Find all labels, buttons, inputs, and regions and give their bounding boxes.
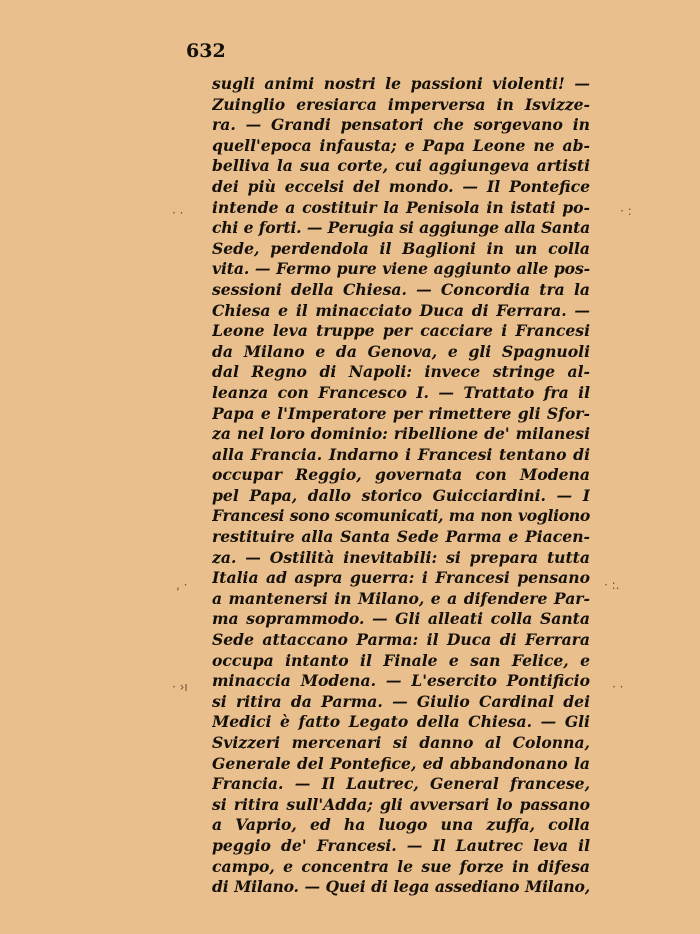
text-line: Papa e l'Imperatore per rimettere gli Sfor- bbox=[212, 403, 590, 423]
text-line: quell'epoca infausta; e Papa Leone ne ab- bbox=[212, 135, 590, 155]
text-line: Medici è fatto Legato della Chiesa. — Gli bbox=[212, 712, 590, 732]
text-line: Chiesa e il minacciato Duca di Ferrara. — bbox=[212, 300, 590, 320]
text-line: za nel loro dominio: ribellione de' milanesi bbox=[212, 424, 590, 444]
text-line: leanza con Francesco I. — Trattato fra il bbox=[212, 382, 590, 402]
text-line: chi e forti. — Perugia si aggiunge alla Santa bbox=[212, 218, 590, 238]
text-line: dal Regno di Napoli: invece stringe al- bbox=[212, 362, 590, 382]
text-line: Sede attaccano Parma: il Duca di Ferrara bbox=[212, 630, 590, 650]
text-line: Zuinglio eresiarca imperversa in Isvizze- bbox=[212, 94, 590, 114]
text-line: restituire alla Santa Sede Parma e Piacen- bbox=[212, 527, 590, 547]
text-line: Sede, perdendola il Baglioni in un colla bbox=[212, 238, 590, 258]
text-line: dei più eccelsi del mondo. — Il Pontefice bbox=[212, 176, 590, 196]
text-line: da Milano e da Genova, e gli Spagnuoli bbox=[212, 341, 590, 361]
text-line: si ritira da Parma. — Giulio Cardinal dei bbox=[212, 691, 590, 711]
text-line: di Milano. — Quei di lega assediano Milano, bbox=[212, 877, 590, 897]
text-line: Francesi sono scomunicati, ma non vogliono bbox=[212, 506, 590, 526]
text-line: occupar Reggio, governata con Modena bbox=[212, 465, 590, 485]
margin-mark: · · bbox=[172, 206, 184, 220]
margin-mark: · · bbox=[612, 680, 624, 694]
margin-mark: ‚ · bbox=[176, 578, 188, 592]
text-line: peggio de' Francesi. — Il Lautrec leva il bbox=[212, 835, 590, 855]
margin-mark: · :. bbox=[604, 578, 620, 592]
text-line: pel Papa, dallo storico Guicciardini. — I bbox=[212, 485, 590, 505]
text-line: ma soprammodo. — Gli alleati colla Santa bbox=[212, 609, 590, 629]
margin-mark: · : bbox=[620, 204, 632, 218]
margin-mark: · ›ı bbox=[172, 680, 188, 694]
text-line: intende a costituir la Penisola in istati po- bbox=[212, 197, 590, 217]
text-line: minaccia Modena. — L'esercito Pontificio bbox=[212, 671, 590, 691]
text-line: ra. — Grandi pensatori che sorgevano in bbox=[212, 115, 590, 135]
text-line: belliva la sua corte, cui aggiungeva artisti bbox=[212, 156, 590, 176]
page-number: 632 bbox=[186, 40, 226, 62]
text-line: alla Francia. Indarno i Francesi tentano di bbox=[212, 444, 590, 464]
text-line: Francia. — Il Lautrec, General francese, bbox=[212, 774, 590, 794]
text-line: Italia ad aspra guerra: i Francesi pensano bbox=[212, 568, 590, 588]
text-line: Leone leva truppe per cacciare i Francesi bbox=[212, 321, 590, 341]
body-text bbox=[212, 74, 590, 898]
text-line: vita. — Fermo pure viene aggiunto alle pos- bbox=[212, 259, 590, 279]
text-line: a Vaprio, ed ha luogo una zuffa, colla bbox=[212, 815, 590, 835]
text-line: za. — Ostilità inevitabili: si prepara tutta bbox=[212, 547, 590, 567]
text-line: a mantenersi in Milano, e a difendere Par- bbox=[212, 588, 590, 608]
text-line: sessioni della Chiesa. — Concordia tra la bbox=[212, 279, 590, 299]
text-line: si ritira sull'Adda; gli avversari lo passano bbox=[212, 794, 590, 814]
text-line: Generale del Pontefice, ed abbandonano la bbox=[212, 753, 590, 773]
text-line: sugli animi nostri le passioni violenti! — bbox=[212, 74, 590, 93]
text-line: occupa intanto il Finale e san Felice, e bbox=[212, 650, 590, 670]
text-line: Svizzeri mercenari si danno al Colonna, bbox=[212, 733, 590, 752]
text-line: campo, e concentra le sue forze in difesa bbox=[212, 856, 590, 876]
